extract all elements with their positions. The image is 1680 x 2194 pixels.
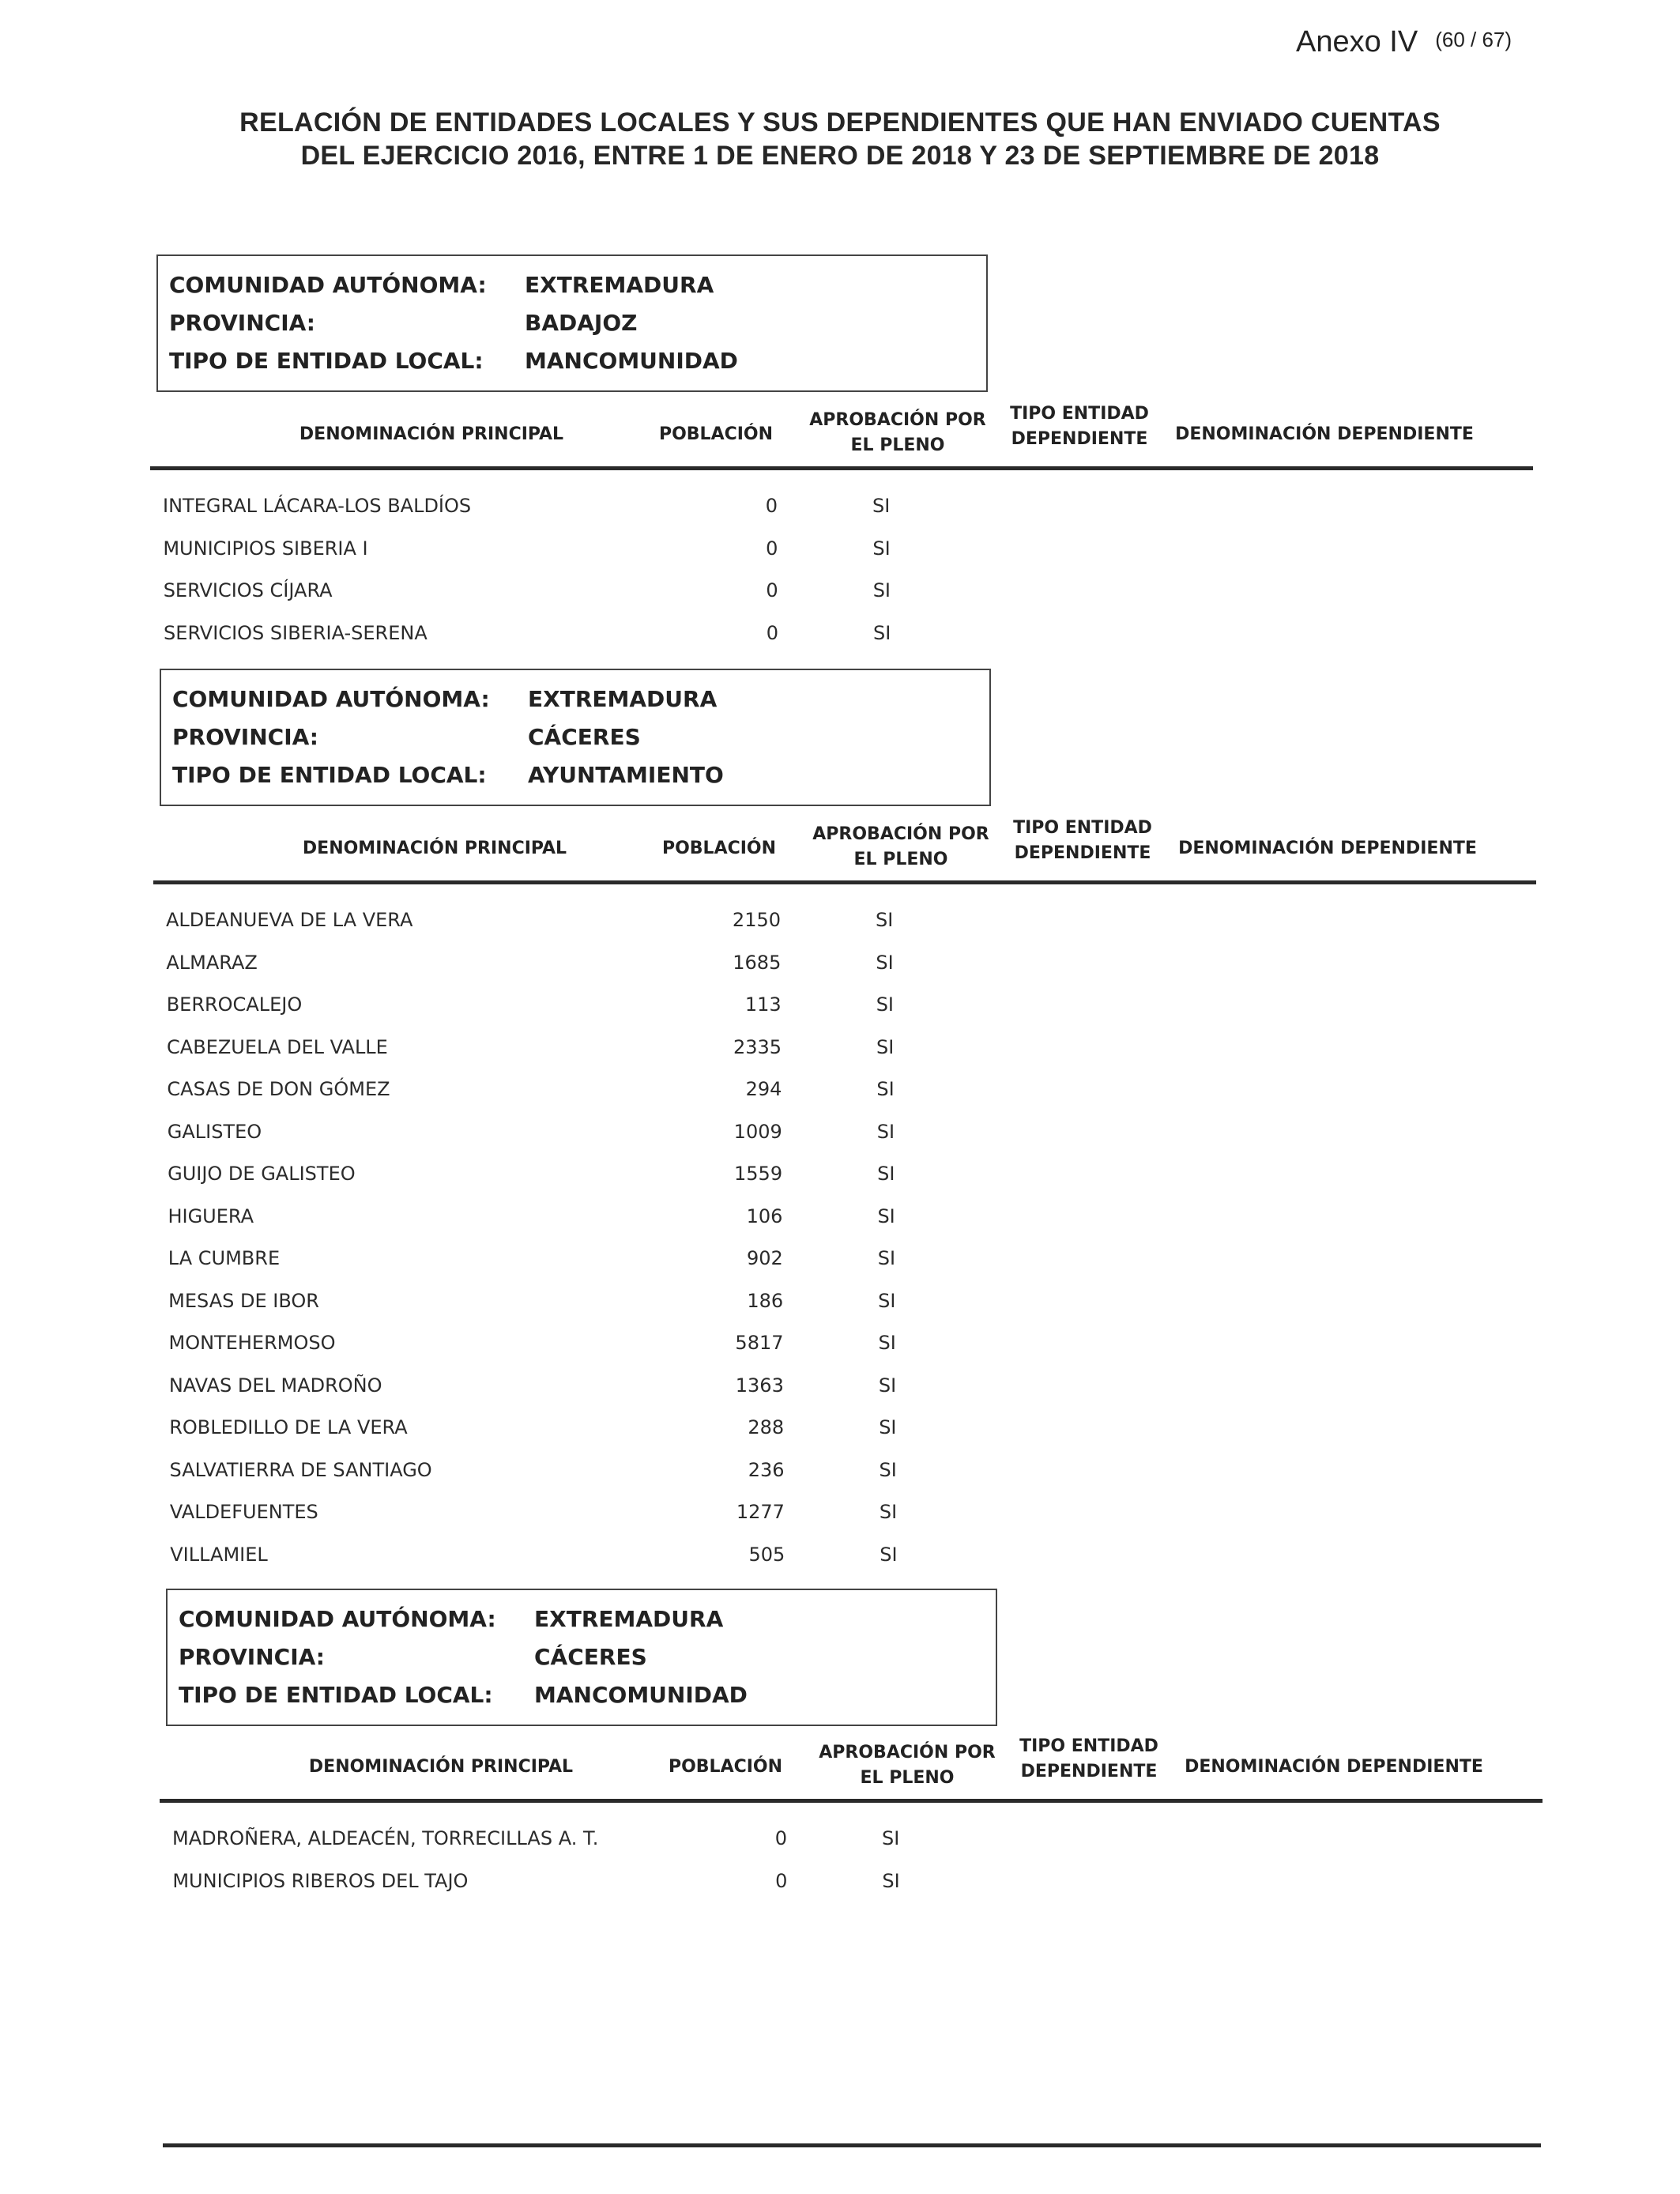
row-poblacion: 2335 bbox=[733, 1035, 782, 1058]
row-poblacion: 1277 bbox=[736, 1501, 785, 1523]
page-number: (60 / 67) bbox=[1435, 28, 1512, 51]
header-denominacion-dependiente: DENOMINACIÓN DEPENDIENTE bbox=[1185, 1757, 1483, 1777]
row-denominacion: MONTEHERMOSO bbox=[168, 1332, 336, 1354]
row-poblacion: 186 bbox=[747, 1289, 784, 1312]
row-poblacion: 2150 bbox=[732, 909, 781, 931]
row-denominacion: VILLAMIEL bbox=[170, 1543, 268, 1566]
row-poblacion: 0 bbox=[765, 495, 778, 517]
header-aprobacion-por-el-pleno bbox=[806, 822, 996, 873]
header-denominacion-dependiente: DENOMINACIÓN DEPENDIENTE bbox=[1175, 424, 1474, 444]
row-aprobacion: SI bbox=[879, 1416, 897, 1438]
header-denominacion-dependiente: DENOMINACIÓN DEPENDIENTE bbox=[1178, 839, 1477, 858]
provincia-label: PROVINCIA: bbox=[169, 310, 316, 336]
row-denominacion: LA CUMBRE bbox=[168, 1247, 281, 1269]
row-aprobacion: SI bbox=[878, 1289, 896, 1312]
row-aprobacion: SI bbox=[882, 1827, 900, 1849]
row-poblacion: 0 bbox=[766, 537, 778, 560]
document-title-line-1: RELACIÓN DE ENTIDADES LOCALES Y SUS DEPENDIENTES QUE HAN ENVIADO CUENTAS bbox=[239, 107, 1441, 138]
row-poblacion: 106 bbox=[746, 1204, 783, 1227]
row-denominacion: MUNICIPIOS SIBERIA I bbox=[163, 537, 368, 560]
entity-info-box bbox=[160, 669, 991, 806]
header-tipo-line-1: TIPO ENTIDAD bbox=[1019, 1736, 1158, 1756]
row-poblacion: 113 bbox=[744, 993, 782, 1016]
header-denominacion-principal: DENOMINACIÓN PRINCIPAL bbox=[302, 839, 567, 858]
row-poblacion: 0 bbox=[775, 1869, 788, 1892]
row-denominacion: ROBLEDILLO DE LA VERA bbox=[169, 1416, 408, 1438]
row-poblacion: 902 bbox=[746, 1247, 783, 1269]
row-denominacion: GUIJO DE GALISTEO bbox=[168, 1163, 356, 1185]
header-aprobacion-line-2: EL PLENO bbox=[853, 850, 948, 869]
row-poblacion: 505 bbox=[748, 1543, 785, 1566]
provincia-value: BADAJOZ bbox=[525, 310, 638, 336]
row-aprobacion: SI bbox=[876, 1035, 895, 1058]
header-tipo-line-2: DEPENDIENTE bbox=[1020, 1762, 1158, 1781]
row-denominacion: SERVICIOS CÍJARA bbox=[163, 579, 333, 601]
row-aprobacion: SI bbox=[872, 495, 891, 517]
row-poblacion: 294 bbox=[745, 1078, 782, 1100]
comunidad-autonoma-label: COMUNIDAD AUTÓNOMA: bbox=[169, 272, 487, 298]
tipo-entidad-local-label: TIPO DE ENTIDAD LOCAL: bbox=[179, 1682, 493, 1708]
header-poblacion: POBLACIÓN bbox=[668, 1757, 783, 1777]
row-aprobacion: SI bbox=[872, 537, 891, 560]
row-poblacion: 1009 bbox=[733, 1120, 782, 1143]
row-poblacion: 0 bbox=[766, 621, 779, 644]
annex-label bbox=[1296, 25, 1512, 59]
info-row-comunidad-autonoma bbox=[179, 1606, 724, 1632]
row-aprobacion: SI bbox=[878, 1332, 896, 1354]
header-aprobacion-line-1: APROBACIÓN POR bbox=[819, 1743, 996, 1762]
row-denominacion: MESAS DE IBOR bbox=[168, 1289, 319, 1312]
row-aprobacion: SI bbox=[879, 1458, 897, 1481]
header-aprobacion-line-1: APROBACIÓN POR bbox=[812, 824, 989, 844]
row-aprobacion: SI bbox=[880, 1543, 898, 1566]
entity-info-box bbox=[156, 254, 988, 392]
row-poblacion: 1685 bbox=[733, 951, 782, 974]
header-tipo-entidad-dependiente bbox=[1000, 401, 1158, 452]
info-row-comunidad-autonoma bbox=[172, 686, 718, 712]
header-tipo-entidad-dependiente bbox=[1004, 816, 1162, 866]
row-denominacion: ALDEANUEVA DE LA VERA bbox=[166, 909, 413, 931]
row-aprobacion: SI bbox=[876, 1120, 895, 1143]
row-denominacion: CASAS DE DON GÓMEZ bbox=[167, 1078, 390, 1100]
row-denominacion: INTEGRAL LÁCARA-LOS BALDÍOS bbox=[163, 495, 472, 517]
row-denominacion: HIGUERA bbox=[168, 1204, 254, 1227]
header-aprobacion-line-1: APROBACIÓN POR bbox=[809, 410, 986, 430]
row-aprobacion: SI bbox=[876, 1078, 895, 1100]
row-aprobacion: SI bbox=[876, 951, 894, 974]
info-row-comunidad-autonoma bbox=[169, 272, 714, 298]
header-poblacion: POBLACIÓN bbox=[661, 839, 777, 858]
row-denominacion: MADROÑERA, ALDEACÉN, TORRECILLAS A. T. bbox=[172, 1827, 599, 1849]
provincia-label: PROVINCIA: bbox=[179, 1644, 326, 1670]
header-denominacion-principal: DENOMINACIÓN PRINCIPAL bbox=[299, 424, 564, 444]
info-row-provincia bbox=[179, 1644, 647, 1670]
row-aprobacion: SI bbox=[878, 1374, 897, 1397]
row-denominacion: MUNICIPIOS RIBEROS DEL TAJO bbox=[172, 1869, 469, 1892]
header-aprobacion-line-2: EL PLENO bbox=[850, 435, 945, 455]
tipo-entidad-local-value: MANCOMUNIDAD bbox=[525, 348, 738, 374]
row-denominacion: NAVAS DEL MADROÑO bbox=[168, 1374, 382, 1397]
tipo-entidad-local-label: TIPO DE ENTIDAD LOCAL: bbox=[169, 348, 484, 374]
row-aprobacion: SI bbox=[882, 1869, 900, 1892]
header-aprobacion-line-2: EL PLENO bbox=[860, 1768, 955, 1788]
info-row-tipo-entidad-local bbox=[179, 1682, 748, 1708]
comunidad-autonoma-value: EXTREMADURA bbox=[528, 686, 718, 712]
provincia-value: CÁCERES bbox=[528, 724, 641, 750]
row-denominacion: VALDEFUENTES bbox=[169, 1501, 318, 1523]
row-denominacion: ALMARAZ bbox=[166, 951, 258, 974]
page-bottom-rule bbox=[163, 2143, 1541, 2147]
row-poblacion: 0 bbox=[766, 579, 778, 601]
info-row-tipo-entidad-local bbox=[169, 348, 738, 374]
header-tipo-line-1: TIPO ENTIDAD bbox=[1013, 818, 1152, 838]
row-poblacion: 1559 bbox=[734, 1163, 783, 1185]
comunidad-autonoma-value: EXTREMADURA bbox=[525, 272, 714, 298]
info-row-provincia bbox=[172, 724, 641, 750]
row-poblacion: 236 bbox=[748, 1458, 785, 1481]
tipo-entidad-local-label: TIPO DE ENTIDAD LOCAL: bbox=[172, 762, 487, 788]
row-aprobacion: SI bbox=[876, 909, 894, 931]
header-tipo-line-2: DEPENDIENTE bbox=[1014, 843, 1151, 863]
header-rule bbox=[160, 1799, 1543, 1803]
tipo-entidad-local-value: MANCOMUNIDAD bbox=[534, 1682, 748, 1708]
header-rule bbox=[153, 880, 1536, 884]
row-denominacion: SERVICIOS SIBERIA-SERENA bbox=[164, 621, 428, 644]
row-denominacion: GALISTEO bbox=[167, 1120, 262, 1143]
row-denominacion: BERROCALEJO bbox=[166, 993, 303, 1016]
row-denominacion: SALVATIERRA DE SANTIAGO bbox=[169, 1458, 432, 1481]
info-row-provincia bbox=[169, 310, 638, 336]
row-denominacion: CABEZUELA DEL VALLE bbox=[167, 1035, 388, 1058]
row-poblacion: 0 bbox=[774, 1827, 787, 1849]
tipo-entidad-local-value: AYUNTAMIENTO bbox=[528, 762, 724, 788]
comunidad-autonoma-value: EXTREMADURA bbox=[534, 1606, 724, 1632]
header-tipo-entidad-dependiente bbox=[1010, 1734, 1168, 1785]
row-aprobacion: SI bbox=[873, 621, 891, 644]
row-aprobacion: SI bbox=[877, 1204, 895, 1227]
header-tipo-line-2: DEPENDIENTE bbox=[1011, 429, 1148, 449]
header-denominacion-principal: DENOMINACIÓN PRINCIPAL bbox=[308, 1757, 574, 1777]
header-aprobacion-por-el-pleno bbox=[812, 1740, 1002, 1791]
header-tipo-line-1: TIPO ENTIDAD bbox=[1010, 404, 1149, 424]
provincia-label: PROVINCIA: bbox=[172, 724, 319, 750]
entity-info-box bbox=[166, 1589, 997, 1726]
comunidad-autonoma-label: COMUNIDAD AUTÓNOMA: bbox=[179, 1606, 496, 1632]
annex-title: Anexo IV bbox=[1296, 25, 1418, 58]
row-poblacion: 288 bbox=[748, 1416, 785, 1438]
row-aprobacion: SI bbox=[872, 579, 891, 601]
row-poblacion: 5817 bbox=[735, 1332, 784, 1354]
header-aprobacion-por-el-pleno bbox=[803, 408, 993, 458]
row-aprobacion: SI bbox=[877, 1163, 895, 1185]
header-rule bbox=[150, 466, 1533, 470]
comunidad-autonoma-label: COMUNIDAD AUTÓNOMA: bbox=[172, 686, 490, 712]
document-title-line-2: DEL EJERCICIO 2016, ENTRE 1 DE ENERO DE 2018 Y 23 DE SEPTIEMBRE DE 2018 bbox=[300, 141, 1380, 171]
provincia-value: CÁCERES bbox=[534, 1644, 647, 1670]
row-aprobacion: SI bbox=[877, 1247, 896, 1269]
info-row-tipo-entidad-local bbox=[172, 762, 724, 788]
row-poblacion: 1363 bbox=[735, 1374, 784, 1397]
header-poblacion: POBLACIÓN bbox=[658, 424, 774, 444]
row-aprobacion: SI bbox=[879, 1501, 898, 1523]
row-aprobacion: SI bbox=[876, 993, 894, 1016]
